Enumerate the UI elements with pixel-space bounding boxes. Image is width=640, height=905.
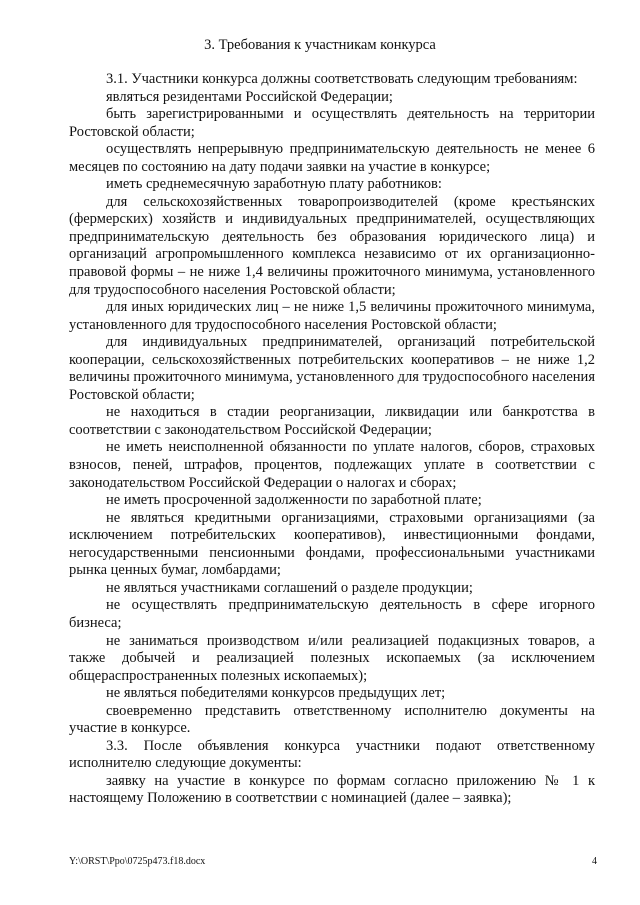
paragraph: не находиться в стадии реорганизации, ликвидации или банкротства в соответствии с законодательством Российской Федерации; xyxy=(69,404,595,438)
paragraph: для индивидуальных предпринимателей, организаций потребительской кооперации, сельскохозяйственных потребительских кооперативов – не ниже 1,2 величины прожиточного минимума, установленного для трудоспособного населения Ростовской области; xyxy=(69,334,595,403)
paragraph: не иметь неисполненной обязанности по уплате налогов, сборов, страховых взносов, пеней, штрафов, процентов, подлежащих уплате в соответствии с законодательством Российской Федерации о налогах и сборах; xyxy=(69,439,595,491)
footer-page-number: 4 xyxy=(592,856,597,867)
paragraph: иметь среднемесячную заработную плату работников: xyxy=(106,176,442,193)
paragraph: 3.3. После объявления конкурса участники подают ответственному исполнителю следующие документы: xyxy=(69,737,595,772)
paragraph: быть зарегистрированными и осуществлять деятельность на территории Ростовской области; xyxy=(69,106,595,140)
paragraph: для сельскохозяйственных товаропроизводителей (кроме крестьянских (фермерских) хозяйств и индивидуальных предпринимателей, осуществляющих предпринимательскую деятельность без образования юридического лица) и организаций агропромышленного комплекса независимо от их организационно-правовой формы – не ниже 1,4 величины прожиточного минимума, установленного для трудоспособного населения Ростовской области; xyxy=(69,193,595,298)
paragraph: не являться победителями конкурсов предыдущих лет; xyxy=(106,685,446,702)
paragraph: не заниматься производством и/или реализацией подакцизных товаров, а также добычей и реализацией полезных ископаемых (за исключением общераспространенных полезных ископаемых); xyxy=(69,632,595,684)
paragraph: не являться участниками соглашений о разделе продукции; xyxy=(106,579,473,596)
section-heading: 3. Требования к участникам конкурса xyxy=(204,37,436,53)
paragraph: не осуществлять предпринимательскую деятельность в сфере игорного бизнеса; xyxy=(69,597,595,631)
document-body xyxy=(69,71,595,808)
paragraph: являться резидентами Российской Федерации; xyxy=(106,88,393,105)
paragraph: не являться кредитными организациями, страховыми организациями (за исключением потребительских кооперативов), инвестиционными фондами, негосударственными пенсионными фондами, профессиональными участниками рынка ценных бумаг, ломбардами; xyxy=(69,509,595,579)
paragraph: для иных юридических лиц – не ниже 1,5 величины прожиточного минимума, установленного для трудоспособного населения Ростовской области; xyxy=(69,299,595,333)
paragraph: своевременно представить ответственному исполнителю документы на участие в конкурсе. xyxy=(69,702,595,737)
paragraph: заявку на участие в конкурсе по формам согласно приложению № 1 к настоящему Положению в соответствии с номинацией (далее – заявка); xyxy=(69,772,595,807)
paragraph: 3.1. Участники конкурса должны соответствовать следующим требованиям: xyxy=(106,71,578,87)
paragraph: не иметь просроченной задолженности по заработной плате; xyxy=(106,492,482,509)
paragraph: осуществлять непрерывную предпринимательскую деятельность не менее 6 месяцев по состоянию на дату подачи заявки на участие в конкурсе; xyxy=(69,141,595,175)
footer-file-path: Y:\ORST\Ppo\0725p473.f18.docx xyxy=(69,856,206,867)
